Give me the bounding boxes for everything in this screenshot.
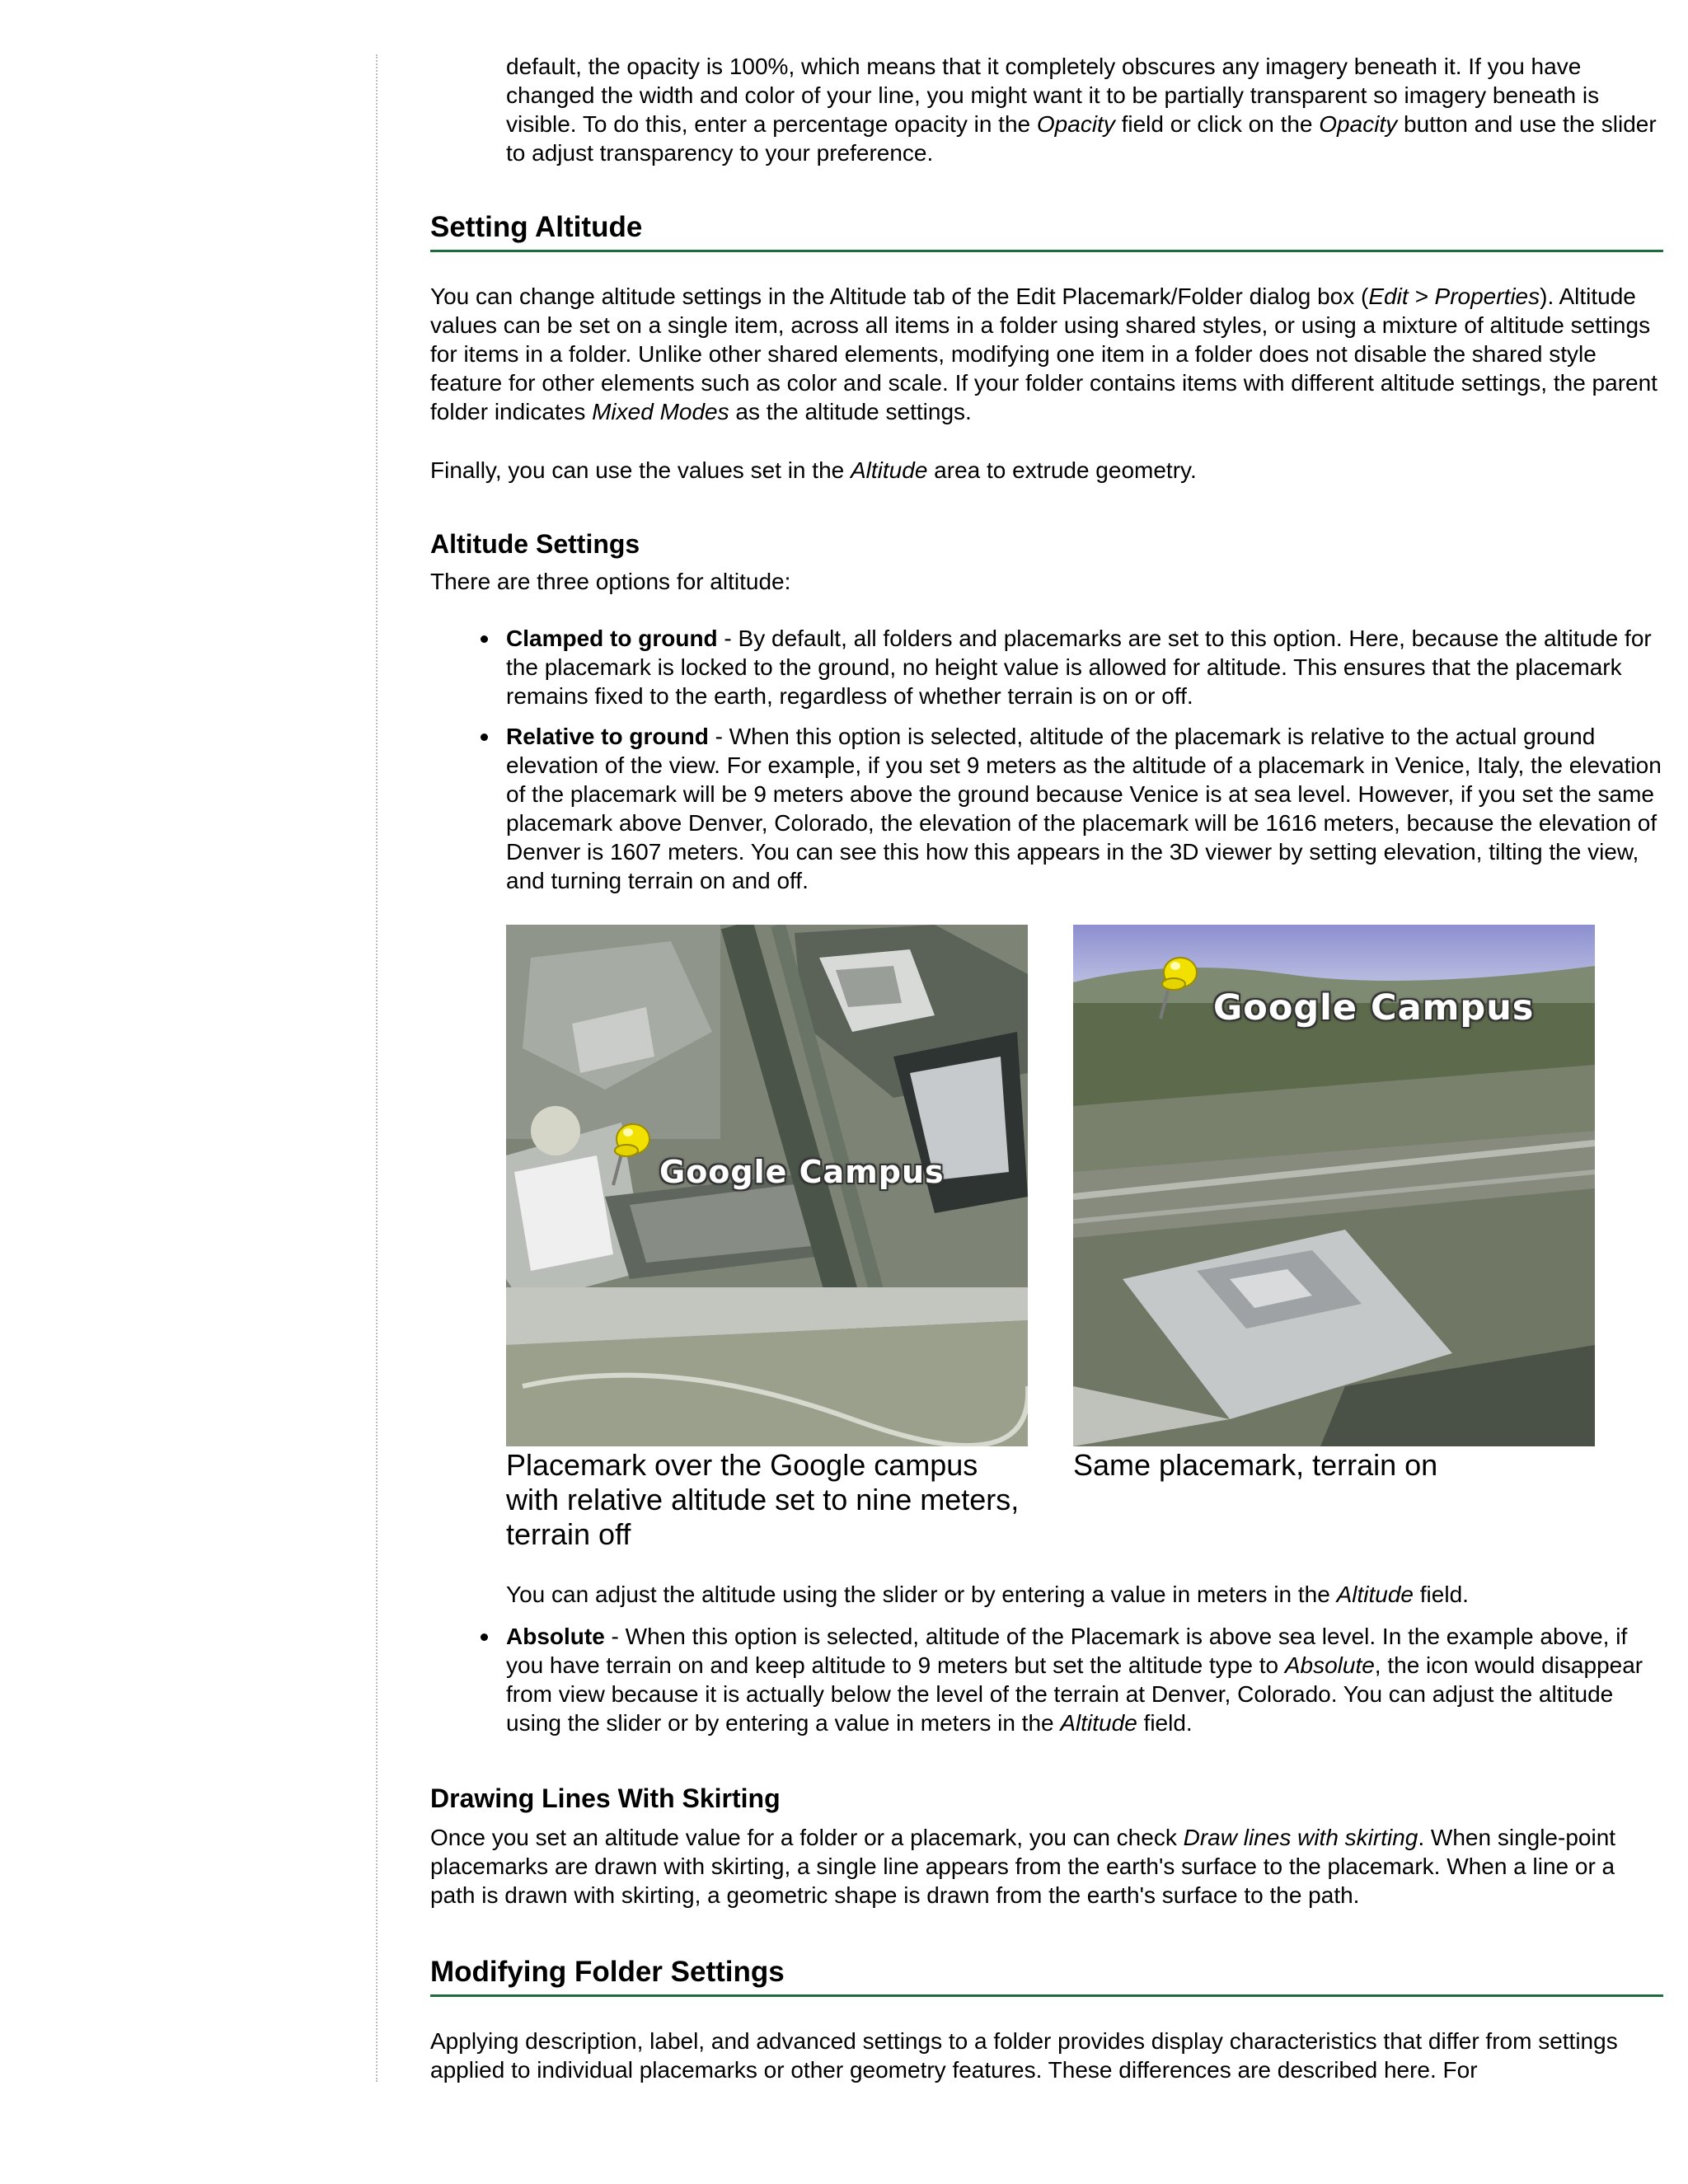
altitude-options-lead: There are three options for altitude: bbox=[430, 569, 791, 594]
aerial-image-terrain-off bbox=[506, 925, 1028, 1446]
folder-settings-paragraph: Applying description, label, and advanced settings to a folder provides display characteristics that differ from settings applied to individual placemarks or other geometry features. These differences are described here. For bbox=[430, 2028, 1618, 2083]
pushpin-icon bbox=[603, 1114, 661, 1188]
placemark-label: Google Campus bbox=[659, 1154, 945, 1190]
aerial-image-terrain-on bbox=[1073, 925, 1595, 1446]
placemark-label: Google Campus bbox=[1213, 987, 1535, 1029]
altitude-options-list-continued bbox=[430, 1622, 1663, 1737]
bullet-icon bbox=[481, 635, 488, 643]
bullet-icon bbox=[481, 733, 488, 741]
skirting-paragraph: Once you set an altitude value for a folder or a placemark, you can check Draw lines with skirting. When single-point placemarks are drawn with skirting, a single line appears from the earth's surface to the placemark. When a line or a path is drawn with skirting, a geometric shape is drawn from the earth's surface to the path. bbox=[430, 1825, 1616, 1908]
figure-caption: Placemark over the Google campus with relative altitude set to nine meters, terrain off bbox=[506, 1448, 1020, 1551]
extrude-paragraph: Finally, you can use the values set in the Altitude area to extrude geometry. bbox=[430, 457, 1197, 483]
list-item-clamped: Clamped to ground - By default, all folders and placemarks are set to this option. Here, because the altitude for the placemark is locked to the ground, no height value is allowed for altitude. This ensures that the placemark remains fixed to the earth, regardless of whether terrain is on or off. bbox=[430, 624, 1663, 710]
adjust-altitude-paragraph: You can adjust the altitude using the slider or by entering a value in meters in the Altitude field. bbox=[506, 1582, 1469, 1607]
heading-drawing-lines-skirting: Drawing Lines With Skirting bbox=[430, 1783, 781, 1813]
bullet-icon bbox=[481, 1633, 488, 1641]
list-item-absolute: Absolute - When this option is selected, altitude of the Placemark is above sea level. In the example above, if you have terrain on and keep altitude to 9 meters but set the altitude type to Absolute, the icon would disappear from view because it is actually below the level of the terrain at Denver, Colorado. You can adjust the altitude using the slider or by entering a value in meters in the Altitude field. bbox=[430, 1622, 1663, 1737]
list-item-relative: Relative to ground - When this option is selected, altitude of the placemark is relative to the actual ground elevation of the view. For example, if you set 9 meters as the altitude of a placemark in Venice, Italy, the elevation of the placemark will be 9 meters above the ground because Venice is at sea level. However, if you set the same placemark above Denver, Colorado, the elevation of the placemark will be 1616 meters, because the elevation of Denver is 1607 meters. You can see this how this appears in the 3D viewer by setting elevation, tilting the view, and turning terrain on and off. bbox=[430, 722, 1663, 895]
figure-terrain-on bbox=[1073, 925, 1597, 1483]
page-margin-rule bbox=[376, 54, 377, 2082]
heading-altitude-settings: Altitude Settings bbox=[430, 529, 640, 559]
figure-terrain-off bbox=[506, 925, 1029, 1552]
heading-setting-altitude: Setting Altitude bbox=[430, 210, 1663, 252]
figure-caption: Same placemark, terrain on bbox=[1073, 1448, 1438, 1482]
pushpin-icon bbox=[1151, 948, 1208, 1022]
altitude-options-list bbox=[430, 624, 1663, 895]
intro-paragraph: default, the opacity is 100%, which means that it completely obscures any imagery beneath it. If you have changed the width and color of your line, you might want it to be partially transparent so imagery beneath is visible. To do this, enter a percentage opacity in the Opacity field or click on the Opacity button and use the slider to adjust transparency to your preference. bbox=[506, 54, 1657, 166]
heading-modifying-folder-settings: Modifying Folder Settings bbox=[430, 1955, 1663, 1997]
figures-row bbox=[506, 925, 1594, 1551]
setting-altitude-paragraph: You can change altitude settings in the Altitude tab of the Edit Placemark/Folder dialog box (Edit > Properties). Altitude values can be set on a single item, across all items in a folder using shared styles, or using a mixture of altitude settings for items in a folder. Unlike other shared elements, modifying one item in a folder does not disable the shared style feature for other elements such as color and scale. If your folder contains items with different altitude settings, the parent folder indicates Mixed Modes as the altitude settings. bbox=[430, 284, 1658, 424]
